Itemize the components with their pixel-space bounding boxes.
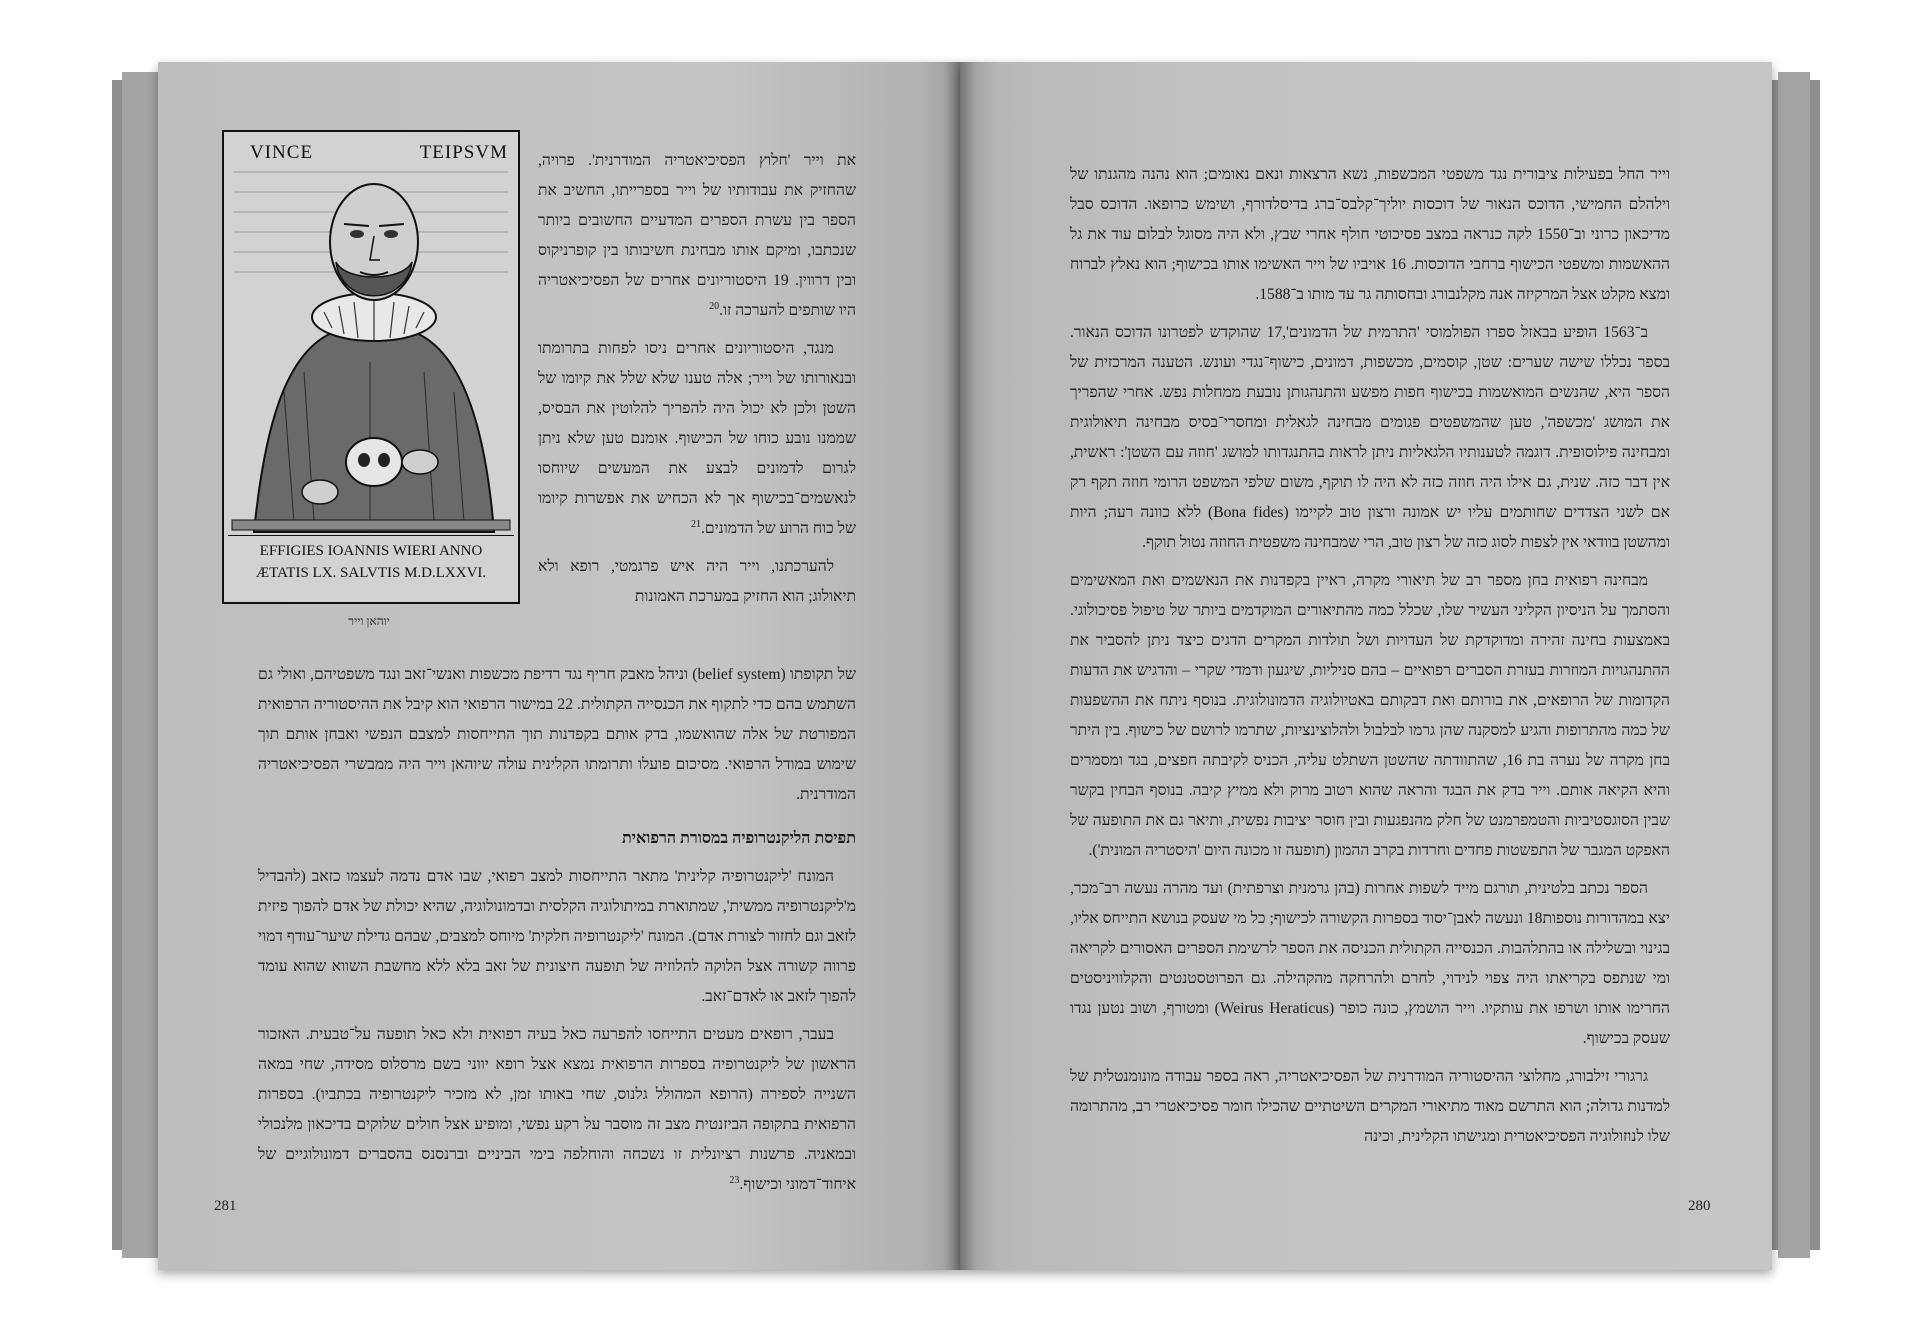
footnote-ref: 21: [690, 518, 701, 530]
page-number-left: 281: [214, 1198, 237, 1214]
book-edge-left-inner: [122, 72, 162, 1258]
paragraph: וייר החל בפעילות ציבורית נגד משפטי המכשפות, נשא הרצאות ונאם נאומים; הוא נהנה מהגנתו של וילהלם החמישי, הדוכס הנאור של דוכסות יוליך־קלבס־ברג בדיסלדורף, ושימש כרופאו. הדוכס סבל מדיכאון כרוני וב־1550 לקה כנראה במצב פסיכוטי חולף אחרי שבץ, ולא היה מסוגל לבלום עוד את גל ההאשמות ומשפטי הכישוף ברחבי הדוכסות. 16 אויביו של וייר האשימו אותו בכישוף; הוא נאלץ לברוח ומצא מקלט אצל המרקיזה אנה מקלנבורג ובחסותה גר עד מותו ב־1588.: [1070, 166, 1670, 303]
paragraph: את וייר 'חלוץ הפסיכיאטריה המודרנית'. פרויה, שהחזיק את עבודותיו של וייר בספרייתו, החשיב את הספר בין עשרת הספרים המדעיים החשובים ביותר שנכתבו, ומיקם אותו מבחינת חשיבותו בין קופרניקוס ובין דרווין. 19 היסטוריונים אחרים של הפסיכיאטריה היו שותפים להערכה זו.$^{20}$: [538, 152, 856, 319]
figure-inscription: [228, 535, 514, 596]
paragraph: בעבר, רופאים מעטים התייחסו להפרעה כאל בעיה רפואית ולא כאל תופעה על־טבעית. האזכור הראשון של ליקנטרופיה בספרות הרפואית נמצא אצל רופא יווני בשם מרסלוס מסידה, שחי במאה השנייה לספירה (הרופא המהולל גלנוס, שחי באותו זמן, לא מזכיר ליקנטרופיה בכתביו). בספרות הרפואית בתקופה הביזנטית מצב זה מוסבר על רקע נפשי, ומופיע אצל חולים שלוקים בדיכאון מלנכולי ובמאניה. פרשנות רציונלית זו נשכחה והוחלפה בימי הביניים וברנסנס בהסברים דמונולוגיים של איחוד־דמוני וכישוף.$^{23}$: [258, 1026, 856, 1193]
paragraph: מנגד, היסטוריונים אחרים ניסו לפחות בתרומתו ובנאורותו של וייר; אלה טענו שלא שלל את קיומו של השטן ולכן לא יכול היה להפריך להלוטין את הבסיס, שממנו נובע כוחו של הכישוף. אומנם טען שלא ניתן לגרום לדמונים לבצע את המעשים שיוחסו לנאשמים־בכישוף אך לא הכחיש את אפשרות קיומו של כוח הרוע של הדמונים.$^{21}$: [538, 340, 856, 537]
footnote-ref: 23: [729, 1174, 740, 1186]
book-edge-right-inner: [1778, 72, 1810, 1258]
figure-inscription-line-1: EFFIGIES IOANNIS WIERI ANNO: [259, 543, 483, 559]
paragraph: להערכתנו, וייר היה איש פרגמטי, רופא ולא תיאולוג; הוא החזיק במערכת האמונות: [538, 558, 856, 605]
figure-motto-left: VINCE: [250, 142, 314, 163]
figure-motto-right: TEIPSVM: [419, 142, 508, 163]
page-number-right: 280: [1688, 1198, 1711, 1214]
footnote-ref: 20: [709, 300, 720, 312]
paragraph: גרגורי זילבורג, מחלוצי ההיסטוריה המודרנית של הפסיכיאטריה, ראה בספר עבודה מונומנטלית של למדנות גדולה; הוא התרשם מאוד מתיאורי המקרים השיטתיים שהכילו חומר פסיכיאטרי רב, מהתרומה שלו לנוזולוגיה הפסיכיאטרית ומגישתו הקלינית, וכינה: [1070, 1068, 1670, 1145]
figure-caption: יוהאן וייר: [348, 614, 390, 628]
portrait-woodcut: [222, 130, 520, 604]
paragraph: הספר נכתב בלטינית, תורגם מייד לשפות אחרות (בהן גרמנית וצרפתית) ועד מהרה נעשה רב־מכר, יצא במהדורות נוספות18 ונעשה לאבן־יסוד בספרות הקשורה לכישוף; כל מי שעסק בנושא התייחס אליו, בגינוי ובשלילה או בהתלהבות. הכנסייה הקתולית הכניסה את הספר לרשימת הספרים האסורים לקריאה ומי שנתפס בקריאתו היה צפוי לנידוי, לחרם ולהרחקה מהקהילה. גם הפרוטסטנטים והקלוויניסטים החרימו אותו ושרפו את עותקיו. וייר הושמץ, כונה כופר (Weirus Heraticus) ומטורף, ושוב נטען נגדו שעסק בכישוף.: [1070, 880, 1671, 1047]
left-page-top-column: [538, 146, 856, 620]
paragraph: ב־1563 הופיע בבאזל ספרו הפולמוסי 'התרמית של הדמונים',17 שהוקדש לפטרונו הדוכס הנאור. בספר נכללו שישה שערים: שטן, קוסמים, מכשפות, דמונים, כישוף־נגדי ועונש. הטענה המרכזית של הספר היא, שהנשים המואשמות בכישוף חפות מפשע והתנהגותן נובעת ממחלות נפש. אחרי שהפריך את המושג 'מכשפה', טען שהמשפטים פגומים מבחינה לגאלית ומחסרי־בסיס מבחינה תיאולוגית ומבחינה פילוסופית. דוגמה לטענותיו הלגאליות ניתן לראות בהתנגדותו למושג 'חוזה עם השטן': ראשית, אין דבר כזה. שנית, גם אילו היה חוזה כזה לא היה לו תוקף, משום שלפי המשפט הרומי חוזה תקף רק אם לשני הצדדים שחותמים עליו יש אמונה ורצון טוב לקיימו (Bona fides) ללא כוונה רעה; היות ומהשטן בוודאי אין לצפות לסוג כזה של רצון טוב, הרי שמבחינה משפטית החוזה נטול תוקף.: [1070, 324, 1670, 551]
paragraph: המונח 'ליקנטרופיה קלינית' מתאר התייחסות למצב רפואי, שבו אדם נדמה לעצמו כזאב (להבדיל מ'ליקנטרופיה ממשית', שמתוארת במיתולוגיה הקלסית ובדמונולוגיה, שהיא יכולת של אדם להפוך פיזית לזאב וגם לחזור לצורת אדם). המונח 'ליקנטרופיה חלקית' מיוחס למצבים, שבהם גדילת שיער־עודף דמוי פרווה קשורה אצל הלוקה להלוזיה של תופעה חיצונית של זאב בלא ללא מחשבת השווא שהוא עומד להפוך לזאב או לאדם־זאב.: [258, 868, 856, 1005]
section-heading: תפיסת הליקנטרופיה במסורת הרפואית: [622, 830, 856, 847]
paragraph: של תקופתו (belief system) וניהל מאבק חריף נגד רדיפת מכשפות ואנשי־זאב ונגד משפטיהם, ואולי גם השתמש בהם כדי לתקוף את הכנסייה הקתולית. 22 במישור הרפואי הוא קיבל את ההיסטוריה הרפואית המפורטת של אלה שהואשמו, בדק אותם בקפדנות תוך התייחסות למצבם הנפשי ואבחן אותם תוך שימוש במודל הרפואי. מסיכום פועלו ותרומתו הקלינית עולה שיוהאן וייר היה ממבשרי הפסיכיאטריה המודרנית.: [258, 666, 856, 803]
paragraph: מבחינה רפואית בחן מספר רב של תיאורי מקרה, ראיין בקפדנות את הנאשמים ואת המאשימים והסתמך על הניסיון הקליני העשיר שלו, שכלל כמה מהתיאורים המוקדמים ביותר של טיפול פסיכולוגי. באמצעות בחינה זהירה ומדוקדקת של העדויות ושל תולדות המקרים הדגים כיצד ניתן להסביר את ההתנהגויות המוזרות בעזרת הסברים רפואיים – בהם סניליות, שיגעון ודמדי שקרי – והדגיש את הדעות הקדומות של הרופאים, את בורותם ואת דבקותם באטיולוגיה הדמונולוגית. בנוסף ניתח את ההשפעות של כמה מהתרופות והגיע למסקנה שהן גרמו לבלבול ולהלוצינציות, שתרמו לרושם של כישוף. בין היתר בחן מקרה של נערה בת 16, שהתוודתה שהשטן השתלט עליה, הכניס לקיבתה חפצים, בגד ומסמרים והיא הקיאה אותם. וייר בדק את הבגד והראה שהוא רטוב מרוק ולא ממיץ קיבה. בנוסף הבחין בקשר שבין הסוגסטיביות והטמפרמנט של חלק מהנפגעות ובין חוסר יציבות נפשית, ותיאר גם את התופעה של האפקט המגבר של התפשטות פחדים וחרדות בקרב ההמון (תופעה זו מכונה היום 'היסטריה המונית').: [1070, 572, 1670, 859]
right-page-column: [1070, 160, 1670, 1160]
figure-inscription-line-2: ÆTATIS LX. SALVTIS M.D.LXXVI.: [255, 565, 487, 581]
portrait-illustration: [224, 132, 518, 602]
left-page-bottom-column: [258, 660, 856, 1208]
book-gutter: [944, 62, 976, 1270]
